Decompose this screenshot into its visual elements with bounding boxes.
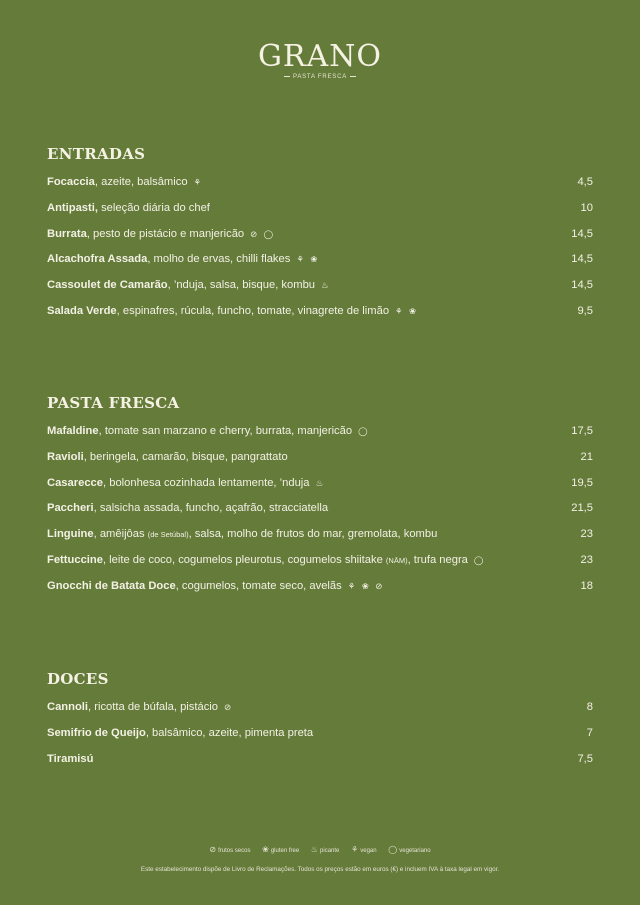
- item-description: , ’nduja, salsa, bisque, kombu: [167, 279, 316, 292]
- legend-label: vegan: [360, 848, 377, 854]
- tagline: PASTA FRESCA: [0, 74, 640, 80]
- menu-item: [47, 303, 593, 329]
- item-price: 18: [580, 579, 593, 592]
- item-name: Tiramisú: [47, 752, 94, 765]
- gluten-free-icon: ❀: [262, 845, 269, 854]
- item-price: 14,5: [571, 279, 593, 292]
- item-name: Casarecce: [47, 476, 103, 489]
- item-description: , ricotta de búfala, pistácio: [88, 701, 219, 713]
- legend-label: vegetariano: [399, 848, 431, 854]
- item-name: Cassoulet de Camarão: [47, 279, 168, 292]
- item-name: Semifrio de Queijo: [47, 726, 146, 739]
- item-name: Alcachofra Assada: [47, 253, 148, 266]
- chili-icon: ♨: [321, 280, 331, 291]
- menu-item: [47, 526, 593, 552]
- item-name: Mafaldine: [47, 425, 99, 437]
- item-description: , molho de ervas, chilli flakes: [147, 253, 291, 266]
- item-name: Fettuccine: [47, 553, 103, 566]
- item-price: 7,5: [577, 752, 593, 765]
- item-price: 10: [580, 201, 593, 214]
- item-name: Burrata: [47, 227, 87, 240]
- vegan-gluten-free-icon: ⚘ ❀: [296, 254, 320, 265]
- item-price: 23: [580, 528, 593, 541]
- item-price: 14,5: [571, 227, 593, 240]
- item-price: 23: [580, 553, 593, 566]
- item-description: , salsicha assada, funcho, açafrão, stracciatella: [93, 502, 329, 515]
- item-description: , amêijôas: [93, 528, 148, 541]
- sprout-icon: ⚘: [351, 845, 359, 854]
- footnote: Este estabelecimento dispõe de Livro de Reclamações. Todos os preços estão em euros (€) e incluem IVA à taxa legal em vigor.: [140, 866, 500, 873]
- item-price: 9,5: [577, 304, 593, 317]
- section-title: ENTRADAS: [47, 145, 146, 163]
- menu-item: [47, 475, 593, 501]
- item-name: Salada Verde: [47, 304, 117, 317]
- allergen-legend: [0, 845, 640, 854]
- vegan-gluten-free-nuts-icon: ⚘ ❀ ⊘: [347, 580, 385, 591]
- item-description-cont: , salsa, molho de frutos do mar, gremolata, kombu: [188, 528, 438, 541]
- vegetarian-icon: ◯: [358, 426, 370, 436]
- menu-item: [47, 174, 593, 200]
- nuts-icon: ⊘: [209, 845, 217, 854]
- logo: GRANO: [257, 39, 383, 74]
- legend-entry: [310, 845, 340, 854]
- item-price: 8: [586, 701, 593, 713]
- vegetarian-icon: ◯: [473, 554, 486, 565]
- item-description: , pesto de pistácio e manjericão: [86, 227, 245, 240]
- menu-item: [47, 552, 593, 578]
- item-name: Cannoli: [47, 701, 89, 713]
- item-price: 14,5: [571, 253, 593, 266]
- menu-item: [47, 699, 593, 725]
- section-title: PASTA FRESCA: [47, 394, 180, 412]
- sprout-icon: ⚘: [193, 177, 204, 187]
- legend-entry: [262, 845, 300, 854]
- legend-entry: [388, 845, 431, 854]
- item-description-cont: , trufa negra: [407, 553, 468, 566]
- item-price: 21,5: [571, 502, 593, 515]
- legend-entry: [351, 845, 377, 854]
- menu-item: [47, 251, 593, 277]
- item-description: , leite de coco, cogumelos pleurotus, cogumelos shiitake: [102, 553, 386, 566]
- menu-item: [47, 200, 593, 226]
- item-name: Ravioli: [47, 450, 84, 463]
- chili-icon: ♨: [315, 477, 326, 488]
- section-entradas: [47, 143, 593, 329]
- item-name: Gnocchi de Batata Doce: [47, 579, 176, 592]
- item-description: , tomate san marzano e cherry, burrata, manjericão: [98, 425, 353, 437]
- section-pasta-fresca: [47, 392, 593, 604]
- legend-entry: [209, 845, 251, 854]
- item-description: seleção diária do chef: [97, 201, 210, 214]
- menu-item: [47, 226, 593, 252]
- item-price: 19,5: [571, 476, 593, 489]
- legend-label: gluten free: [270, 848, 300, 854]
- item-name: Paccheri: [47, 502, 94, 515]
- menu-item: [47, 423, 593, 449]
- section-doces: [47, 668, 593, 776]
- item-price: 17,5: [571, 425, 593, 437]
- item-description: , cogumelos, tomate seco, avelãs: [175, 579, 342, 592]
- item-description: , espinafres, rúcula, funcho, tomate, vinagrete de limão: [116, 304, 390, 317]
- menu-item: [47, 751, 593, 777]
- item-note: (NĀM): [385, 555, 408, 565]
- item-description: , balsâmico, azeite, pimenta preta: [145, 726, 314, 739]
- item-name: Focaccia: [47, 176, 95, 188]
- legend-label: picante: [320, 848, 340, 854]
- menu-item: [47, 578, 593, 604]
- section-title: DOCES: [47, 670, 109, 688]
- item-price: 21: [580, 450, 593, 463]
- item-price: 7: [586, 726, 593, 739]
- item-name: Linguine: [47, 528, 94, 541]
- menu-item: [47, 725, 593, 751]
- item-description: , beringela, camarão, bisque, pangrattato: [83, 450, 288, 463]
- nuts-icon: ⊘: [224, 702, 234, 712]
- vegan-gluten-free-icon: ⚘ ❀: [395, 305, 419, 316]
- item-price: 4,5: [577, 176, 593, 188]
- legend-label: frutos secos: [218, 848, 251, 854]
- menu-item: [47, 500, 593, 526]
- menu-header: [0, 40, 640, 80]
- chili-icon: ♨: [310, 845, 319, 854]
- menu-item: [47, 449, 593, 475]
- item-name: Antipasti,: [47, 201, 98, 214]
- item-description: , azeite, balsâmico: [94, 176, 188, 188]
- item-description: , bolonhesa cozinhada lentamente, ’nduja: [103, 476, 310, 489]
- nuts-vegetarian-icon: ⊘ ◯: [250, 228, 276, 239]
- leaf-icon: ◯: [388, 845, 398, 854]
- menu-item: [47, 277, 593, 303]
- item-note: (de Setúbal): [147, 530, 189, 540]
